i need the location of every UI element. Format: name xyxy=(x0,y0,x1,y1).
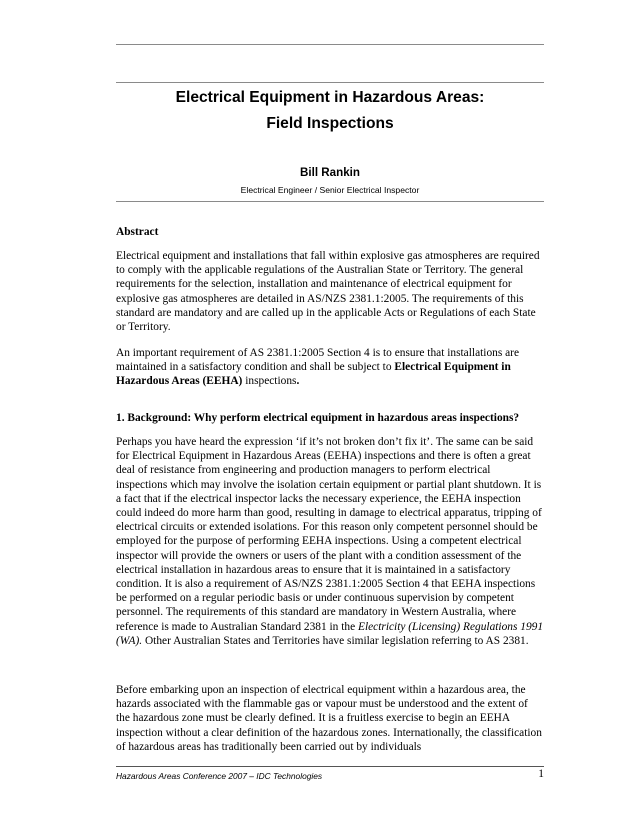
page-number: 1 xyxy=(538,768,544,780)
author-name: Bill Rankin xyxy=(300,166,360,179)
abstract-paragraph-2-tail: inspections xyxy=(242,375,297,388)
regulation-citation: Electricity (Licensing) Regulations 1991 (WA). xyxy=(116,620,544,647)
author-bottom-rule xyxy=(116,201,544,202)
section-1-paragraph-1-tail: Other Australian States and Territories have similar legislation referring to AS 2381. xyxy=(142,634,529,647)
author-role: Electrical Engineer / Senior Electrical Inspector xyxy=(240,185,420,195)
abstract-paragraph-2 xyxy=(116,346,544,389)
title-top-rule xyxy=(116,82,544,83)
abstract-eeha-term: Electrical Equipment in Hazardous Areas (EEHA) xyxy=(116,361,511,388)
section-1-paragraph-2: Before embarking upon an inspection of electrical equipment within a hazardous area, the hazards associated with the flammable gas or vapour must be understood and the extent of the hazardous zone must be clearly defined. It is a fruitless exercise to begin an EEHA inspection without a clear definition of the hazardous zones. Internationally, the classification of hazardous areas has traditionally been carried out by individuals xyxy=(116,684,542,753)
section-1-paragraph-1 xyxy=(116,435,544,648)
abstract-paragraph-1: Electrical equipment and installations that fall within explosive gas atmospheres are required to comply with the applicable regulations of the Australian State or Territory. The general requirements for the selection, installation and maintenance of electrical equipment for explosive gas atmospheres are detailed in AS/NZS 2381.1:2005. The requirements of this standard are mandatory and are called up in the applicable Acts or Regulations of each State or Territory. xyxy=(116,250,540,334)
footer-conference: Hazardous Areas Conference 2007 – IDC Technologies xyxy=(116,771,323,781)
section-1-paragraph-1-text: Perhaps you have heard the expression ‘if it’s not broken don’t fix it’. The same can be said for Electrical Equipment in Hazardous Areas (EEHA) inspections and there is often a great deal of resistance from engineering and production managers to perform electrical inspections which may involve the isolation certain equipment or partial plant shutdown. It is a fact that if the electrical inspector lacks the necessary experience, the EEHA inspection could indeed do more harm than good, resulting in damage to electrical apparatus, tripping of electrical circuits or extended isolations. For this reason only competent personnel should be employed for the purpose of performing EEHA inspections. Using a competent electrical inspector will provide the owners or users of the plant with a condition assessment of the electrical installation in hazardous areas to ensure that it is maintained in a satisfactory condition. It is also a requirement of AS/NZS 2381.1:2005 Section 4 that EEHA inspections be performed on a regular periodic basis or under continuous supervision by competent personnel. The requirements of this standard are mandatory in Western Australia, where reference is made to Australian Standard 2381 in the xyxy=(116,436,542,633)
paper-title-line-1: Electrical Equipment in Hazardous Areas: xyxy=(175,89,485,106)
abstract-paragraph-2-period: . xyxy=(296,375,300,388)
header-rule xyxy=(116,44,544,45)
abstract-paragraph-2-text: An important requirement of AS 2381.1:2005 Section 4 is to ensure that installations are maintained in a satisfactory condition and shall be subject to xyxy=(116,347,520,374)
paper-title-line-2: Field Inspections xyxy=(266,115,394,132)
footer-rule xyxy=(116,766,544,767)
section-1-heading: 1. Background: Why perform electrical equipment in hazardous areas inspections? xyxy=(116,412,520,424)
abstract-heading: Abstract xyxy=(116,226,159,238)
